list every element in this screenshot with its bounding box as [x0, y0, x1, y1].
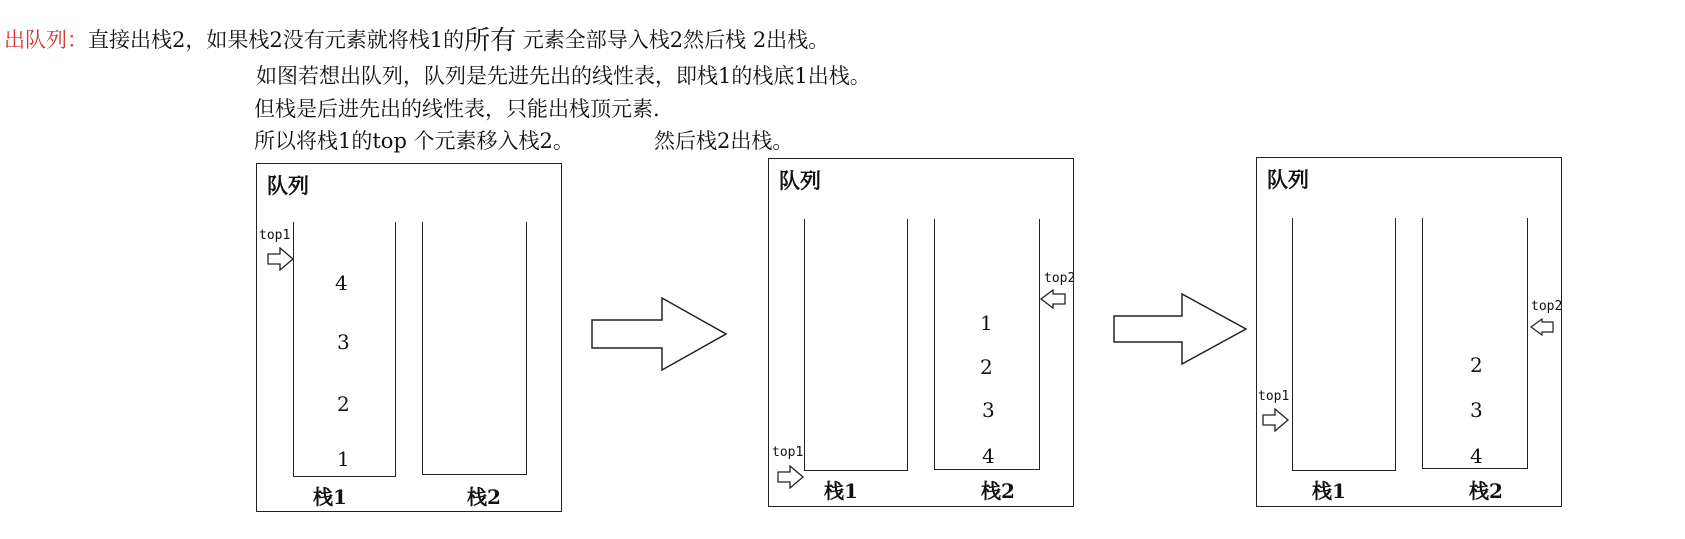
header-text-b: 元素全部导入栈2然后栈 2出栈。 — [516, 28, 830, 52]
stack2-value: 3 — [982, 398, 995, 422]
header-text-a: 直接出栈2，如果栈2没有元素就将栈1的 — [88, 28, 465, 52]
stack2-label: 栈2 — [981, 479, 1015, 503]
queue-panel-1 — [256, 163, 562, 512]
top1-label: top1 — [1258, 389, 1290, 404]
panel-title: 队列 — [1267, 168, 1309, 192]
stack1-value: 3 — [337, 330, 350, 354]
stack2-value: 2 — [980, 355, 993, 379]
pointer-right-icon — [1262, 408, 1290, 432]
top1-label: top1 — [772, 445, 804, 460]
stack2-label: 栈2 — [1469, 479, 1503, 503]
transition-arrow-icon — [1112, 292, 1252, 372]
top2-label: top2 — [1044, 271, 1076, 286]
header-label: 出队列： — [4, 28, 88, 52]
note-line-3: 所以将栈1的top 个元素移入栈2。 — [254, 129, 574, 153]
top1-label: top1 — [259, 228, 291, 243]
pointer-right-icon — [267, 247, 295, 271]
pointer-left-icon — [1529, 318, 1555, 336]
panel-title: 队列 — [779, 169, 821, 193]
queue-panel-2 — [768, 158, 1074, 507]
header-line — [4, 18, 829, 55]
stack2-container — [934, 219, 1040, 470]
queue-panel-3 — [1256, 157, 1562, 507]
stack1-label: 栈1 — [313, 485, 347, 509]
stack1-container — [1292, 218, 1396, 471]
note-line-2: 但栈是后进先出的线性表，只能出栈顶元素. — [254, 97, 660, 121]
stack1-label: 栈1 — [824, 479, 858, 503]
stack1-value: 1 — [337, 447, 350, 471]
transition-arrow-icon — [590, 296, 730, 376]
stack1-container — [804, 219, 908, 471]
stack1-value: 2 — [337, 392, 350, 416]
note-line-1: 如图若想出队列，队列是先进先出的线性表，即栈1的栈底1出栈。 — [256, 64, 871, 88]
stack2-value: 4 — [982, 444, 995, 468]
top2-label: top2 — [1531, 299, 1563, 314]
stack2-value: 2 — [1470, 353, 1483, 377]
stack2-label: 栈2 — [467, 485, 501, 509]
pointer-left-icon — [1039, 289, 1067, 309]
stack2-container — [422, 222, 527, 475]
pointer-right-icon — [777, 465, 805, 489]
stack2-value: 3 — [1470, 398, 1483, 422]
stack1-label: 栈1 — [1312, 479, 1346, 503]
header-text-big: 所有 — [464, 26, 517, 56]
note-line-4: 然后栈2出栈。 — [654, 129, 794, 153]
panel-title: 队列 — [267, 174, 309, 198]
stack2-value: 1 — [980, 311, 993, 335]
stack2-container — [1422, 218, 1528, 469]
stack1-value: 4 — [335, 271, 348, 295]
stack2-value: 4 — [1470, 444, 1483, 468]
